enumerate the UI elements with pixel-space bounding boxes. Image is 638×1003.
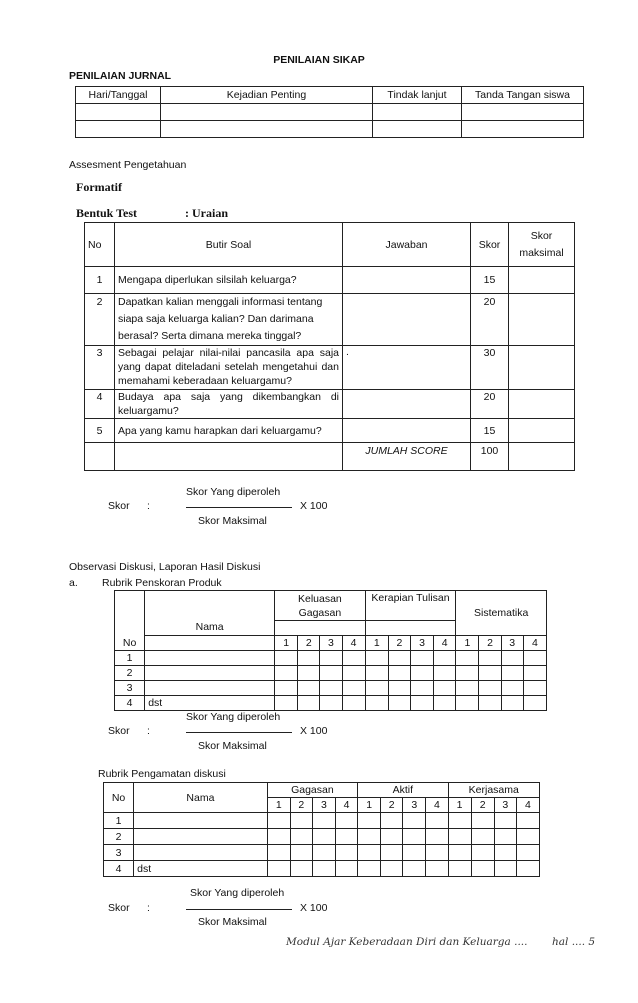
scale-cell: 4 (335, 798, 357, 813)
formula1-denominator: Skor Maksimal (198, 515, 267, 527)
jurnal-header-signature: Tanda Tangan siswa (462, 87, 584, 104)
scale-cell: 4 (434, 636, 456, 651)
observasi-heading: Observasi Diskusi, Laporan Hasil Diskusi (69, 561, 261, 573)
formula3-denominator: Skor Maksimal (198, 916, 267, 928)
table-row (85, 294, 575, 346)
table-row (85, 267, 575, 294)
table-row (115, 681, 547, 696)
row-no: 2 (85, 294, 115, 346)
rubrik-diskusi-group-2: Aktif (358, 783, 448, 798)
scale-cell: 4 (342, 636, 365, 651)
row-skor: 20 (471, 390, 509, 419)
jurnal-header-event: Kejadian Penting (161, 87, 373, 104)
table-row (104, 829, 540, 845)
rubrik-produk-marker: a. (69, 577, 78, 589)
row-jawaban (343, 419, 471, 443)
scale-cell: 1 (448, 798, 471, 813)
scale-cell: 3 (403, 798, 426, 813)
bentuk-test-value: : Uraian (185, 206, 228, 220)
scale-cell: 4 (523, 636, 546, 651)
row-no: 4 (115, 696, 145, 711)
row-no: 3 (85, 346, 115, 390)
formula1-multiplier: X 100 (300, 500, 328, 512)
jurnal-header-date: Hari/Tanggal (76, 87, 161, 104)
row-no: 2 (115, 666, 145, 681)
scale-cell: 3 (494, 798, 516, 813)
row-skor-maks (509, 346, 575, 390)
row-soal: Mengapa diperlukan silsilah keluarga? (115, 267, 343, 294)
scale-cell: 2 (479, 636, 501, 651)
table-row (104, 861, 540, 877)
formula1-numerator: Skor Yang diperoleh (186, 486, 281, 498)
rubrik-diskusi-title: Rubrik Pengamatan diskusi (98, 768, 226, 780)
row-nama: dst (145, 696, 275, 711)
formula2-denominator: Skor Maksimal (198, 740, 267, 752)
jumlah-score-label: JUMLAH SCORE (343, 443, 471, 471)
scale-cell: 1 (267, 798, 290, 813)
scale-cell: 2 (471, 798, 494, 813)
row-nama: dst (134, 861, 268, 877)
page-title: PENILAIAN SIKAP (273, 54, 365, 66)
uraian-header-skor: Skor (471, 223, 509, 267)
jumlah-score-value: 100 (471, 443, 509, 471)
rubrik-produk-nama-header: Nama (145, 591, 275, 636)
row-no: 5 (85, 419, 115, 443)
formula3-skor-label: Skor (108, 902, 130, 914)
row-soal: Sebagai pelajar nilai-nilai pancasila apa saja yang dapat diteladani setelah mengetahui dan memahami keberadaan keluargamu? (115, 346, 343, 390)
formula2-fraction-line (186, 732, 292, 733)
row-jawaban: . (343, 346, 471, 390)
assesment-heading: Assesment Pengetahuan (69, 159, 187, 171)
formula2-colon: : (147, 725, 150, 737)
formula1-fraction-line (186, 507, 292, 508)
table-row (104, 845, 540, 861)
formula3-fraction-line (186, 909, 292, 910)
jurnal-header-followup: Tindak lanjut (373, 87, 462, 104)
scale-cell: 1 (358, 798, 381, 813)
row-no: 3 (115, 681, 145, 696)
scale-cell: 3 (501, 636, 523, 651)
table-row (115, 696, 547, 711)
row-no: 1 (85, 267, 115, 294)
uraian-header-jawaban: Jawaban (343, 223, 471, 267)
scale-cell: 1 (456, 636, 479, 651)
formula3-numerator: Skor Yang diperoleh (190, 887, 285, 899)
uraian-header-butir: Butir Soal (115, 223, 343, 267)
scale-cell: 2 (388, 636, 410, 651)
table-row-total (85, 443, 575, 471)
formula2-numerator: Skor Yang diperoleh (186, 711, 281, 723)
jurnal-table (75, 86, 584, 138)
formula1-colon: : (147, 500, 150, 512)
row-skor: 30 (471, 346, 509, 390)
row-jawaban (343, 294, 471, 346)
formula3-multiplier: X 100 (300, 902, 328, 914)
formatif-label: Formatif (76, 180, 122, 194)
scale-cell: 3 (312, 798, 335, 813)
uraian-table (84, 222, 575, 471)
rubrik-produk-table (114, 590, 547, 711)
rubrik-diskusi-group-1: Gagasan (267, 783, 357, 798)
row-no: 1 (104, 813, 134, 829)
row-skor-maks (509, 294, 575, 346)
row-no: 4 (104, 861, 134, 877)
rubrik-diskusi-group-3: Kerjasama (448, 783, 540, 798)
table-row (85, 346, 575, 390)
table-row (85, 390, 575, 419)
table-row (115, 651, 547, 666)
rubrik-diskusi-nama-header: Nama (134, 783, 268, 813)
row-skor: 20 (471, 294, 509, 346)
row-skor: 15 (471, 419, 509, 443)
row-jawaban (343, 267, 471, 294)
scale-cell: 1 (275, 636, 298, 651)
jurnal-heading: PENILAIAN JURNAL (69, 70, 172, 82)
scale-cell: 4 (516, 798, 539, 813)
table-row (76, 104, 584, 121)
rubrik-produk-group-3: Sistematika (456, 591, 547, 636)
uraian-header-no: No (85, 223, 115, 267)
row-soal: Apa yang kamu harapkan dari keluargamu? (115, 419, 343, 443)
table-row (85, 419, 575, 443)
row-soal: Budaya apa saja yang dikembangkan di keluargamu? (115, 390, 343, 419)
scale-cell: 2 (298, 636, 320, 651)
rubrik-produk-group-2: Kerapian Tulisan (365, 591, 456, 621)
row-no: 1 (115, 651, 145, 666)
row-skor-maks (509, 419, 575, 443)
row-skor: 15 (471, 267, 509, 294)
scale-cell: 3 (320, 636, 342, 651)
formula2-multiplier: X 100 (300, 725, 328, 737)
bentuk-test-label: Bentuk Test (76, 206, 138, 220)
table-row (76, 121, 584, 138)
row-no: 3 (104, 845, 134, 861)
scale-cell: 4 (426, 798, 448, 813)
table-row (115, 666, 547, 681)
row-skor-maks (509, 267, 575, 294)
rubrik-produk-title: Rubrik Penskoran Produk (102, 577, 222, 589)
formula1-skor-label: Skor (108, 500, 130, 512)
formula3-colon: : (147, 902, 150, 914)
row-skor-maks (509, 390, 575, 419)
row-no: 4 (85, 390, 115, 419)
rubrik-produk-group-1: Keluasan Gagasan (275, 591, 366, 621)
uraian-header-skor-maks: Skor maksimal (509, 223, 575, 267)
scale-cell: 2 (381, 798, 403, 813)
row-no: 2 (104, 829, 134, 845)
scale-cell: 3 (410, 636, 433, 651)
scale-cell: 1 (365, 636, 388, 651)
footer-page: hal .... 5 (552, 936, 596, 948)
rubrik-diskusi-table (103, 782, 540, 877)
rubrik-diskusi-no-header: No (104, 783, 134, 813)
row-soal: Dapatkan kalian menggali informasi tentang siapa saja keluarga kalian? Dan darimana berasal? Serta dimana mereka tinggal? (115, 294, 343, 346)
table-row (104, 813, 540, 829)
footer-module: Modul Ajar Keberadaan Diri dan Keluarga .... (286, 936, 528, 948)
rubrik-produk-no-header: No (115, 636, 145, 651)
row-jawaban (343, 390, 471, 419)
formula2-skor-label: Skor (108, 725, 130, 737)
scale-cell: 2 (290, 798, 312, 813)
